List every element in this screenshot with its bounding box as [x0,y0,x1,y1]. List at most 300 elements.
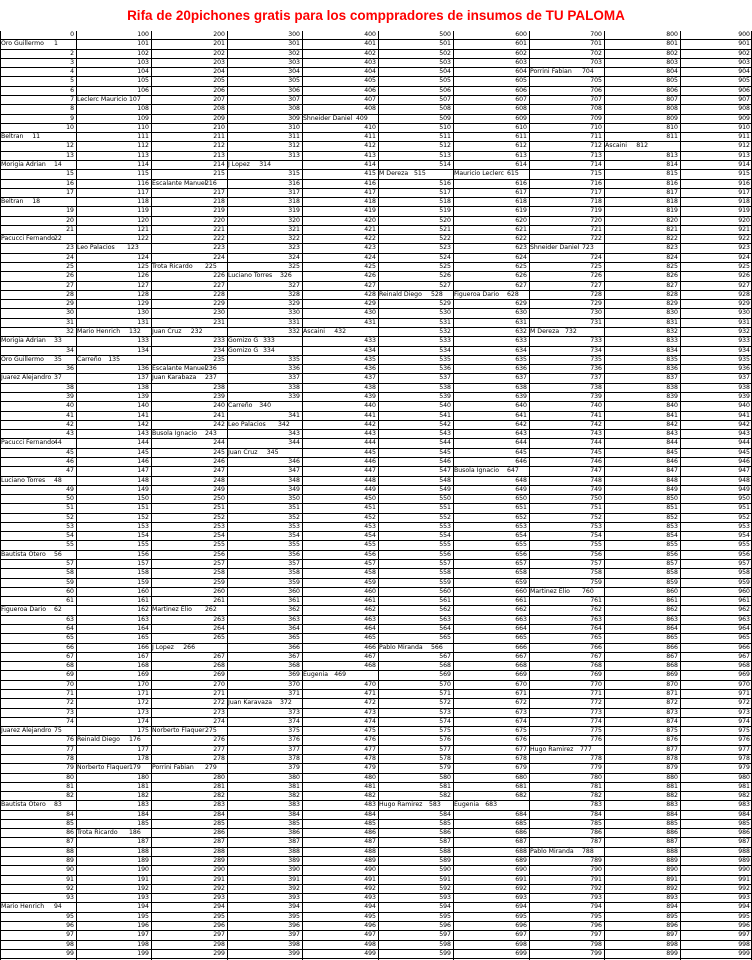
ticket-number: 370 [288,680,300,688]
ticket-number: 440 [364,402,376,410]
ticket-number: 837 [666,374,678,382]
ticket-number: 118 [137,198,149,206]
ticket-number: 969 [738,671,750,679]
ticket-number: 895 [666,912,678,920]
ticket-number: 32 [66,328,74,335]
ticket-number: 945 [738,448,750,456]
ticket-number: 102 [137,49,149,57]
ticket-number: 783 [590,801,602,809]
ticket-number: 722 [590,235,602,243]
ticket-number: 282 [213,792,225,800]
buyer-name: Carreño [77,355,102,363]
ticket-number: 201 [213,40,225,48]
ticket-number: 71 [66,689,74,697]
ticket-number: 891 [666,875,678,883]
ticket-number: 691 [515,875,527,883]
ticket-number: 65 [66,634,74,642]
ticket-number: 103 [137,58,149,66]
ticket-number: 670 [515,680,527,688]
ticket-number: 239 [213,392,225,400]
table-row [0,597,752,606]
buyer-name: Figueroa Dario [1,606,47,614]
ticket-number: 454 [364,532,376,540]
ticket-number: 467 [364,652,376,660]
ticket-number: 150 [137,495,149,503]
ticket-number: 384 [288,810,300,818]
ticket-number: 703 [590,58,602,66]
table-row [0,894,752,903]
ticket-number: 601 [515,40,527,48]
buyer-name: Porrini Fabian [530,68,572,76]
ticket-number: 164 [137,625,149,632]
ticket-number: 686 [515,829,527,837]
ticket-number: 572 [439,699,451,707]
ticket-number: 173 [137,708,149,716]
ticket-number: 391 [288,875,300,883]
ticket-number: 413 [364,151,376,159]
ticket-number: 828 [666,290,678,298]
buyer-name: Shneider Daniel [303,114,353,122]
ticket-number: 479 [364,764,376,772]
ticket-number: 736 [590,365,602,373]
buyer-name: Norberto Flaquer [152,727,205,735]
ticket-number: 852 [666,513,678,521]
ticket-number: 423 [364,244,376,252]
ticket-number: 622 [515,235,527,243]
ticket-number: 167 [137,652,149,660]
table-row [0,272,752,281]
buyer-name: Morigia Adrian [1,160,46,168]
ticket-number: 811 [666,133,678,141]
ticket-number: 252 [213,513,225,521]
ticket-number: 881 [666,782,678,790]
ticket-number: 697 [515,931,527,939]
ticket-number: 153 [137,522,149,530]
ticket-number: 31 [66,318,74,326]
ticket-number: 266 [183,643,196,651]
ticket-number: 933 [738,337,750,345]
ticket-number: 182 [137,792,149,800]
ticket-number: 477 [364,745,376,753]
ticket-number: 113 [137,151,149,159]
ticket-number: 73 [66,708,74,716]
ticket-number: 209 [213,114,225,122]
ticket-number: 589 [439,857,451,865]
ticket-number: 175 [137,727,149,735]
ticket-number: 89 [66,857,74,865]
ticket-number: 331 [288,318,300,326]
ticket-number: 857 [666,560,678,568]
ticket-number: 619 [515,207,527,215]
ticket-number: 93 [66,894,74,902]
ticket-number: 432 [334,328,347,335]
ticket-number: 346 [288,457,300,465]
ticket-number: 198 [137,940,149,948]
ticket-number: 708 [590,105,602,113]
ticket-number: 124 [137,253,149,261]
ticket-number: 633 [515,337,527,345]
ticket-number: 262 [205,606,217,614]
ticket-number: 60 [66,587,74,595]
ticket-number: 620 [515,216,527,224]
ticket-number: 991 [738,875,750,883]
ticket-number: 710 [590,123,602,131]
ticket-number: 492 [364,884,376,892]
ticket-number: 818 [666,198,678,206]
ticket-number: 137 [137,374,149,382]
ticket-number: 474 [364,717,376,725]
ticket-number: 726 [590,272,602,280]
table-row [0,365,752,374]
ticket-number: 203 [213,58,225,66]
ticket-number: 929 [738,300,750,308]
table-row [0,848,752,857]
ticket-number: 297 [213,931,225,939]
ticket-number: 160 [137,587,149,595]
ticket-number: 26 [66,272,74,280]
ticket-number: 797 [590,931,602,939]
ticket-number: 499 [364,949,376,957]
ticket-number: 233 [213,337,225,345]
ticket-number: 832 [666,328,678,335]
ticket-number: 630 [515,309,527,317]
table-row [0,291,752,300]
ticket-number: 962 [738,606,750,614]
ticket-number: 236 [205,365,217,373]
ticket-number: 964 [738,625,750,632]
ticket-number: 758 [590,569,602,577]
ticket-number: 825 [666,263,678,271]
ticket-number: 510 [439,123,451,131]
ticket-number: 300 [288,31,300,38]
ticket-number: 99 [66,949,74,957]
ticket-number: 37 [54,374,62,382]
ticket-number: 792 [590,884,602,892]
ticket-number: 289 [213,857,225,865]
ticket-number: 365 [288,634,300,642]
ticket-number: 557 [439,560,451,568]
ticket-number: 478 [364,754,376,762]
ticket-number: 983 [738,801,750,809]
ticket-number: 271 [213,689,225,697]
table-row [0,560,752,569]
ticket-number: 900 [738,31,750,38]
ticket-number: 985 [738,819,750,827]
ticket-number: 577 [439,745,451,753]
ticket-number: 471 [364,689,376,697]
ticket-number: 418 [364,198,376,206]
table-row [0,857,752,866]
ticket-number: 875 [666,727,678,735]
ticket-number: 9 [70,114,74,122]
ticket-number: 186 [129,829,141,837]
ticket-number: 869 [666,671,678,679]
ticket-number: 100 [137,31,149,38]
raffle-table [0,31,752,960]
ticket-number: 62 [54,606,62,614]
ticket-number: 849 [666,485,678,493]
ticket-number: 257 [213,560,225,568]
ticket-number: 951 [738,504,750,512]
ticket-number: 673 [515,708,527,716]
ticket-number: 147 [137,467,149,475]
table-row [0,133,752,142]
ticket-number: 312 [288,142,300,150]
ticket-number: 27 [66,281,74,289]
ticket-number: 462 [364,606,376,614]
ticket-number: 518 [439,198,451,206]
table-row [0,736,752,745]
ticket-number: 155 [137,541,149,549]
ticket-number: 177 [137,745,149,753]
ticket-number: 74 [66,717,74,725]
ticket-number: 290 [213,866,225,874]
ticket-number: 889 [666,857,678,865]
ticket-number: 387 [288,838,300,846]
ticket-number: 786 [590,829,602,837]
ticket-number: 827 [666,281,678,289]
ticket-number: 771 [590,689,602,697]
ticket-number: 480 [364,773,376,781]
ticket-number: 872 [666,699,678,707]
ticket-number: 371 [288,689,300,697]
ticket-number: 537 [439,374,451,382]
ticket-number: 503 [439,58,451,66]
ticket-number: 494 [364,903,376,911]
ticket-number: 393 [288,894,300,902]
ticket-number: 183 [137,801,149,809]
ticket-number: 132 [129,328,141,335]
ticket-number: 842 [666,420,678,428]
ticket-number: 560 [439,587,451,595]
buyer-name: Mario Henrich [77,328,121,335]
ticket-number: 142 [137,420,149,428]
ticket-number: 72 [66,699,74,707]
ticket-number: 834 [666,346,678,354]
ticket-number: 355 [288,541,300,549]
ticket-number: 640 [515,402,527,410]
ticket-number: 581 [439,782,451,790]
table-row [0,393,752,402]
ticket-number: 978 [738,754,750,762]
ticket-number: 588 [439,847,451,855]
ticket-number: 986 [738,829,750,837]
ticket-number: 313 [288,151,300,159]
buyer-name: Mario Henrich [1,903,45,911]
ticket-number: 636 [515,365,527,373]
buyer-name: Escalante Manuel [152,365,207,373]
ticket-number: 25 [66,263,74,271]
ticket-number: 927 [738,281,750,289]
ticket-number: 804 [666,68,678,76]
ticket-number: 707 [590,95,602,103]
ticket-number: 922 [738,235,750,243]
table-row [0,319,752,328]
ticket-number: 538 [439,383,451,391]
ticket-number: 145 [137,448,149,456]
ticket-number: 936 [738,365,750,373]
ticket-number: 434 [364,346,376,354]
ticket-number: 569 [439,671,451,679]
ticket-number: 884 [666,810,678,818]
ticket-number: 603 [515,58,527,66]
ticket-number: 396 [288,922,300,929]
ticket-number: 353 [288,522,300,530]
ticket-number: 977 [738,745,750,753]
ticket-number: 760 [582,587,594,595]
ticket-number: 966 [738,643,750,651]
ticket-number: 639 [515,392,527,400]
ticket-number: 94 [54,903,62,911]
ticket-number: 592 [439,884,451,892]
ticket-number: 45 [66,448,74,456]
ticket-number: 713 [590,151,602,159]
ticket-number: 206 [213,86,225,94]
ticket-number: 714 [590,160,602,168]
ticket-number: 573 [439,708,451,716]
ticket-number: 138 [137,383,149,391]
ticket-number: 729 [590,300,602,308]
ticket-number: 379 [288,764,300,772]
table-row [0,40,752,49]
ticket-number: 502 [439,49,451,57]
ticket-number: 470 [364,680,376,688]
ticket-number: 674 [515,717,527,725]
ticket-number: 314 [259,160,272,168]
ticket-number: 774 [590,717,602,725]
ticket-number: 301 [288,40,300,48]
ticket-number: 199 [137,949,149,957]
ticket-number: 468 [364,662,376,670]
ticket-number: 582 [439,792,451,800]
ticket-number: 308 [288,105,300,113]
ticket-number: 302 [288,49,300,57]
ticket-number: 407 [364,95,376,103]
ticket-number: 724 [590,253,602,261]
ticket-number: 507 [439,95,451,103]
ticket-number: 408 [364,105,376,113]
ticket-number: 284 [213,810,225,818]
ticket-number: 106 [137,86,149,94]
ticket-number: 460 [364,587,376,595]
ticket-number: 165 [137,634,149,642]
ticket-number: 675 [515,727,527,735]
ticket-number: 484 [364,810,376,818]
ticket-number: 868 [666,662,678,670]
ticket-number: 361 [288,597,300,605]
buyer-name: Morigia Adrian [1,337,46,345]
ticket-number: 497 [364,931,376,939]
table-row [0,903,752,912]
ticket-number: 886 [666,829,678,837]
ticket-number: 211 [213,133,225,141]
ticket-number: 525 [439,263,451,271]
ticket-number: 571 [439,689,451,697]
table-row [0,309,752,318]
ticket-number: 483 [364,801,376,809]
ticket-number: 51 [66,504,74,512]
ticket-number: 874 [666,717,678,725]
table-row [0,783,752,792]
ticket-number: 790 [590,866,602,874]
ticket-number: 830 [666,309,678,317]
ticket-number: 847 [666,467,678,475]
ticket-number: 823 [666,244,678,252]
buyer-name: Luciano Torres [228,272,273,280]
ticket-number: 249 [213,485,225,493]
ticket-number: 612 [515,142,527,150]
ticket-number: 416 [364,179,376,187]
ticket-number: 293 [213,894,225,902]
ticket-number: 949 [738,485,750,493]
ticket-number: 775 [590,727,602,735]
ticket-number: 610 [515,123,527,131]
ticket-number: 469 [334,671,347,679]
ticket-number: 555 [439,541,451,549]
ticket-number: 517 [439,188,451,196]
table-row [0,764,752,773]
table-row [0,458,752,467]
ticket-number: 888 [666,847,678,855]
ticket-number: 174 [137,717,149,725]
ticket-number: 332 [288,328,300,335]
ticket-number: 838 [666,383,678,391]
ticket-number: 956 [738,550,750,558]
ticket-number: 342 [278,420,290,428]
ticket-number: 176 [129,736,141,744]
ticket-number: 972 [738,699,750,707]
ticket-number: 859 [666,578,678,586]
ticket-number: 596 [439,922,451,929]
ticket-number: 315 [288,170,300,178]
ticket-number: 402 [364,49,376,57]
buyer-name: Martinez Elio [530,587,570,595]
ticket-number: 661 [515,597,527,605]
ticket-number: 894 [666,903,678,911]
table-row [0,337,752,346]
ticket-number: 597 [439,931,451,939]
buyer-name: Hugo Ramirez [530,745,574,753]
ticket-number: 950 [738,495,750,503]
ticket-number: 48 [54,476,62,484]
ticket-number: 431 [364,318,376,326]
ticket-number: 741 [590,411,602,419]
ticket-number: 299 [213,949,225,957]
ticket-number: 326 [280,272,292,280]
ticket-number: 548 [439,476,451,484]
ticket-number: 446 [364,457,376,465]
ticket-number: 170 [137,680,149,688]
buyer-name: Oro Guillermo [1,355,44,363]
table-row [0,161,752,170]
ticket-number: 530 [439,309,451,317]
ticket-number: 521 [439,225,451,233]
ticket-number: 940 [738,402,750,410]
ticket-number: 854 [666,532,678,540]
table-row [0,931,752,940]
ticket-number: 476 [364,736,376,744]
ticket-number: 376 [288,736,300,744]
ticket-number: 787 [590,838,602,846]
ticket-number: 848 [666,476,678,484]
table-row [0,941,752,950]
ticket-number: 611 [515,133,527,141]
ticket-number: 488 [364,847,376,855]
buyer-name: Escalante Manuel [152,179,207,187]
ticket-number: 8 [70,105,74,113]
buyer-name: Pacucci Fernando [1,235,55,243]
ticket-number: 377 [288,745,300,753]
